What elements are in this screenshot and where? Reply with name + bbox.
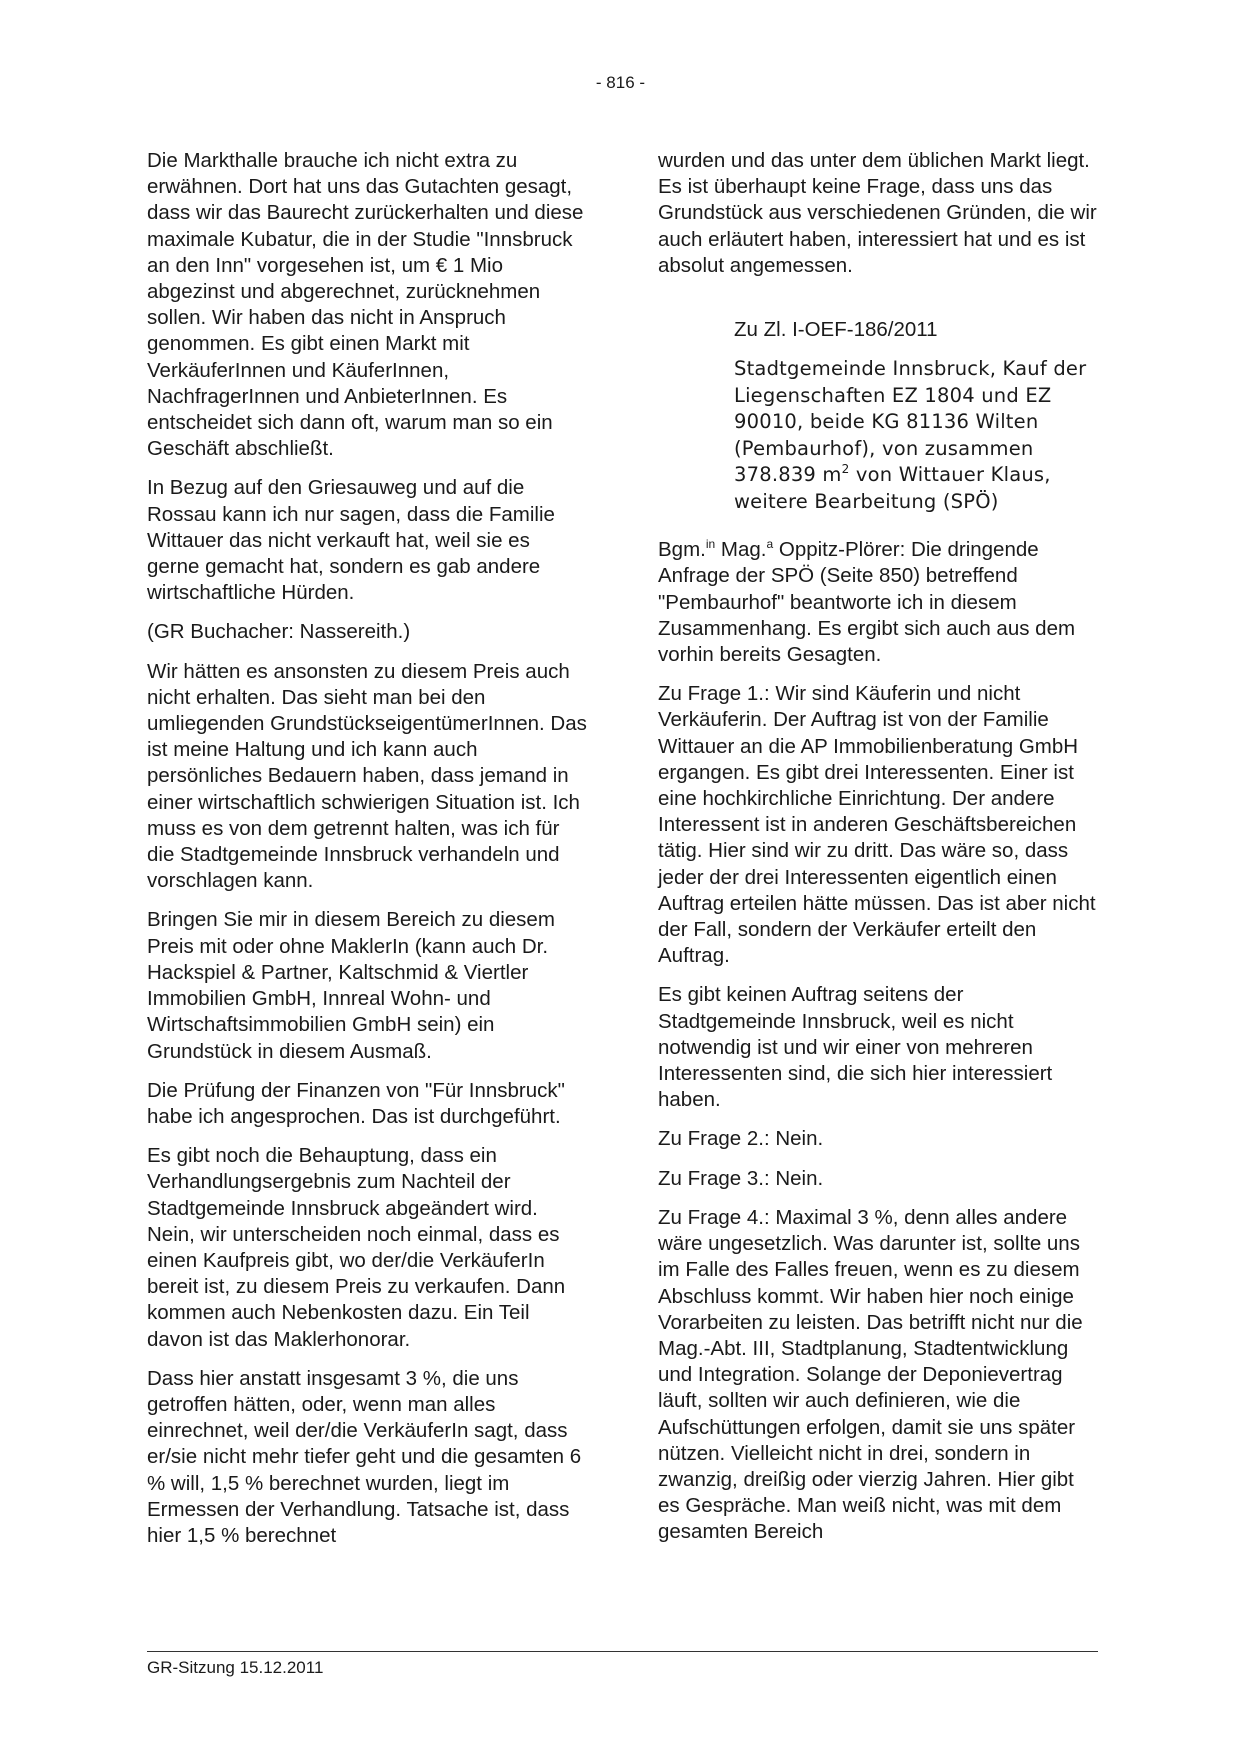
speaker-title: Mag. — [715, 538, 767, 562]
speaker-title: Bgm. — [658, 538, 706, 562]
paragraph: wurden und das unter dem üblichen Markt liegt. Es ist überhaupt keine Frage, dass uns das Grundstück aus verschiedenen Gründen, die wir auch erläutert haben, interessiert hat und es ist absolut angemessen. — [658, 149, 1097, 277]
interjection: (GR Buchacher: Nassereith.) — [147, 620, 411, 644]
agenda-item — [734, 317, 1098, 515]
paragraph: Es gibt noch die Behauptung, dass ein Verhandlungsergebnis zum Nachteil der Stadtgemeinde Innsbruck abgeändert wird. Nein, wir unterscheiden noch einmal, dass es einen Kaufpreis gibt, wo der/die VerkäuferIn bereit ist, zu diesem Preis zu verkaufen. Dann kommen auch Nebenkosten dazu. Ein Teil davon ist das Maklerhonorar. — [147, 1144, 566, 1351]
paragraph: Wir hätten es ansonsten zu diesem Preis auch nicht erhalten. Das sieht man bei den umliegenden GrundstückseigentümerInnen. Das ist meine Haltung und ich kann auch persönliches Bedauern haben, dass jemand in einer wirtschaftlich schwierigen Situation ist. Ich muss es von dem getrennt halten, was ich für die Stadtgemeinde Innsbruck verhandeln und vorschlagen kann. — [147, 659, 587, 893]
speaker-paragraph — [658, 537, 1098, 668]
paragraph: Es gibt keinen Auftrag seitens der Stadtgemeinde Innsbruck, weil es nicht notwendig ist und wir einer von mehreren Interessenten sind, die sich hier interessiert haben. — [658, 983, 1053, 1112]
agenda-title-text: von Wittauer Klaus, weitere Bearbeitung (SPÖ) — [734, 463, 1051, 513]
speaker-text: Oppitz-Plörer: Die dringende Anfrage der SPÖ (Seite 850) betreffend "Pembaurhof" beantworte ich in diesem Zusammenhang. Es ergibt sich auch aus dem vorhin bereits Gesagten. — [658, 538, 1076, 667]
paragraph: Die Prüfung der Finanzen von "Für Innsbruck" habe ich angesprochen. Das ist durchgeführt. — [147, 1078, 565, 1128]
paragraph: Dass hier anstatt insgesamt 3 %, die uns getroffen hätten, oder, wenn man alles einrechnet, weil der/die VerkäuferIn sagt, dass er/sie nicht mehr tiefer geht und die gesamten 6 % will, 1,5 % berechnet wurden, liegt im Ermessen der Verhandlung. Tatsache ist, dass hier 1,5 % berechnet — [147, 1366, 582, 1547]
paragraph: Zu Frage 2.: Nein. — [658, 1127, 824, 1151]
superscript: a — [766, 537, 774, 552]
left-column — [147, 148, 587, 1562]
paragraph: Zu Frage 3.: Nein. — [658, 1166, 824, 1190]
footer-text: GR-Sitzung 15.12.2011 — [147, 1658, 324, 1677]
page-number: - 816 - — [595, 73, 646, 92]
paragraph: Zu Frage 1.: Wir sind Käuferin und nicht Verkäuferin. Der Auftrag ist von der Familie Wittauer an die AP Immobilienberatung GmbH ergangen. Es gibt drei Interessenten. Einer ist eine hochkirchliche Einrichtung. Der andere Interessent ist in anderen Geschäftsbereichen tätig. Hier sind wir zu dritt. Das wäre so, dass jeder der drei Interessenten eigentlich einen Auftrag erteilen hätte müssen. Das ist aber nicht der Fall, sondern der Verkäufer erteilt den Auftrag. — [658, 682, 1096, 968]
right-column — [658, 148, 1098, 1559]
footer-divider — [147, 1651, 1098, 1652]
paragraph: Die Markthalle brauche ich nicht extra zu erwähnen. Dort hat uns das Gutachten gesagt, dass wir das Baurecht zurückerhalten und diese maximale Kubatur, die in der Studie "Innsbruck an den Inn" vorgesehen ist, um € 1 Mio abgezinst und abgerechnet, zurücknehmen sollen. Wir haben das nicht in Anspruch genommen. Es gibt einen Markt mit VerkäuferInnen und KäuferInnen, NachfragerInnen und AnbieterInnen. Es entscheidet sich dann oft, warum man so ein Geschäft abschließt. — [147, 149, 584, 461]
paragraph: In Bezug auf den Griesauweg und auf die Rossau kann ich nur sagen, dass die Familie Wittauer das nicht verkauft hat, weil sie es gerne gemacht hat, sondern es gab andere wirtschaftliche Hürden. — [147, 476, 555, 605]
superscript: in — [705, 537, 716, 552]
paragraph: Bringen Sie mir in diesem Bereich zu diesem Preis mit oder ohne MaklerIn (kann auch Dr. Hackspiel & Partner, Kaltschmid & Viertler Immobilien GmbH, Innreal Wohn- und Wirtschaftsimmobilien GmbH sein) ein Grundstück in diesem Ausmaß. — [147, 908, 555, 1063]
agenda-reference: Zu Zl. I-OEF-186/2011 — [734, 318, 938, 342]
agenda-title-text: Stadtgemeinde Innsbruck, Kauf der Liegenschaften EZ 1804 und EZ 90010, beide KG 81136 Wilten (Pembaurhof), von zusammen 378.839 m — [734, 357, 1087, 487]
paragraph: Zu Frage 4.: Maximal 3 %, denn alles andere wäre ungesetzlich. Was darunter ist, sollte uns im Falle des Falles freuen, wenn es zu diesem Abschluss kommt. Wir haben hier noch einige Vorarbeiten zu leisten. Das betrifft nicht nur die Mag.-Abt. III, Stadtplanung, Stadtentwicklung und Integration. Solange der Deponievertrag läuft, sollten wir auch definieren, wie die Aufschüttungen erfolgen, damit sie uns später nützen. Vielleicht nicht in drei, sondern in zwanzig, dreißig oder vierzig Jahren. Hier gibt es Gespräche. Man weiß nicht, was mit dem gesamten Bereich — [658, 1205, 1083, 1544]
superscript: 2 — [841, 462, 850, 477]
agenda-title — [734, 356, 1098, 515]
